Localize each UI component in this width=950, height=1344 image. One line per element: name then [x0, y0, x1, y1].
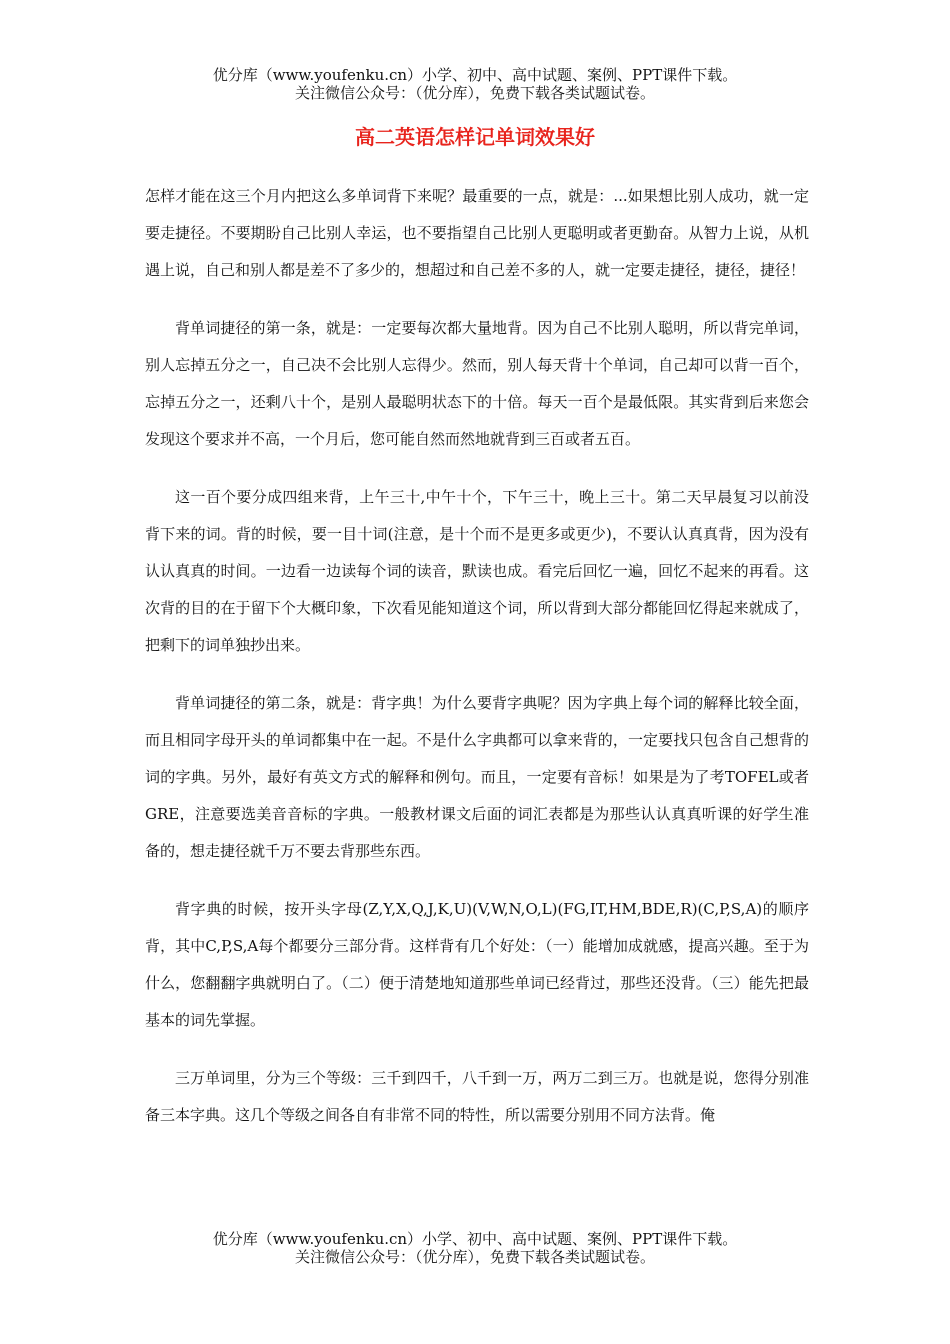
- paragraph-5: 背字典的时候，按开头字母(Z,Y,X,Q,J,K,U)(V,W,N,O,L)(FG,IT,HM,BDE,R)(C,P,S,A)的顺序背，其中C,P,S,A每个都要分三部分背。这样背有几个好处：（一）能增加成就感，提高兴趣。至于为什么，您翻翻字典就明白了。（二）便于清楚地知道那些单词已经背过，那些还没背。（三）能先把最基本的词先掌握。: [145, 900, 809, 1029]
- header-line-2: 关注微信公众号：（优分库），免费下载各类试题试卷。: [294, 84, 655, 102]
- document-body: [145, 178, 809, 1155]
- page-footer: [0, 1230, 950, 1266]
- paragraph-4: 背单词捷径的第二条，就是：背字典！为什么要背字典呢？因为字典上每个词的解释比较全面，而且相同字母开头的单词都集中在一起。不是什么字典都可以拿来背的，一定要找只包含自己想背的词的字典。另外，最好有英文方式的解释和例句。而且，一定要有音标！如果是为了考TOFEL或者GRE，注意要选美音音标的字典。一般教材课文后面的词汇表都是为那些认认真真听课的好学生准备的，想走捷径就千万不要去背那些东西。: [145, 694, 809, 860]
- paragraph-2: 背单词捷径的第一条，就是：一定要每次都大量地背。因为自己不比别人聪明，所以背完单词，别人忘掉五分之一，自己决不会比别人忘得少。然而，别人每天背十个单词，自己却可以背一百个，忘掉五分之一，还剩八十个，是别人最聪明状态下的十倍。每天一百个是最低限。其实背到后来您会发现这个要求并不高，一个月后，您可能自然而然地就背到三百或者五百。: [145, 319, 809, 448]
- footer-line-1: 优分库（www.youfenku.cn）小学、初中、高中试题、案例、PPT课件下载。: [212, 1230, 738, 1248]
- header-line-1: 优分库（www.youfenku.cn）小学、初中、高中试题、案例、PPT课件下载。: [212, 66, 738, 84]
- footer-line-2: 关注微信公众号：（优分库），免费下载各类试题试卷。: [294, 1248, 655, 1266]
- paragraph-1: 怎样才能在这三个月内把这么多单词背下来呢？最重要的一点，就是：...如果想比别人成功，就一定要走捷径。不要期盼自己比别人幸运，也不要指望自己比别人更聪明或者更勤奋。从智力上说，从机遇上说，自己和别人都是差不了多少的，想超过和自己差不多的人，就一定要走捷径，捷径，捷径！: [145, 187, 809, 279]
- page-header: [0, 66, 950, 102]
- paragraph-6: 三万单词里，分为三个等级：三千到四千，八千到一万，两万二到三万。也就是说，您得分别准备三本字典。这几个等级之间各自有非常不同的特性，所以需要分别用不同方法背。俺: [145, 1069, 809, 1124]
- paragraph-3: 这一百个要分成四组来背，上午三十,中午十个，下午三十，晚上三十。第二天早晨复习以前没背下来的词。背的时候，要一目十词(注意，是十个而不是更多或更少)，不要认认真真背，因为没有认认真真的时间。一边看一边读每个词的读音，默读也成。看完后回忆一遍，回忆不起来的再看。这次背的目的在于留下个大概印象，下次看见能知道这个词，所以背到大部分都能回忆得起来就成了，把剩下的词单独抄出来。: [145, 488, 809, 654]
- document-title: 高二英语怎样记单词效果好: [355, 125, 595, 149]
